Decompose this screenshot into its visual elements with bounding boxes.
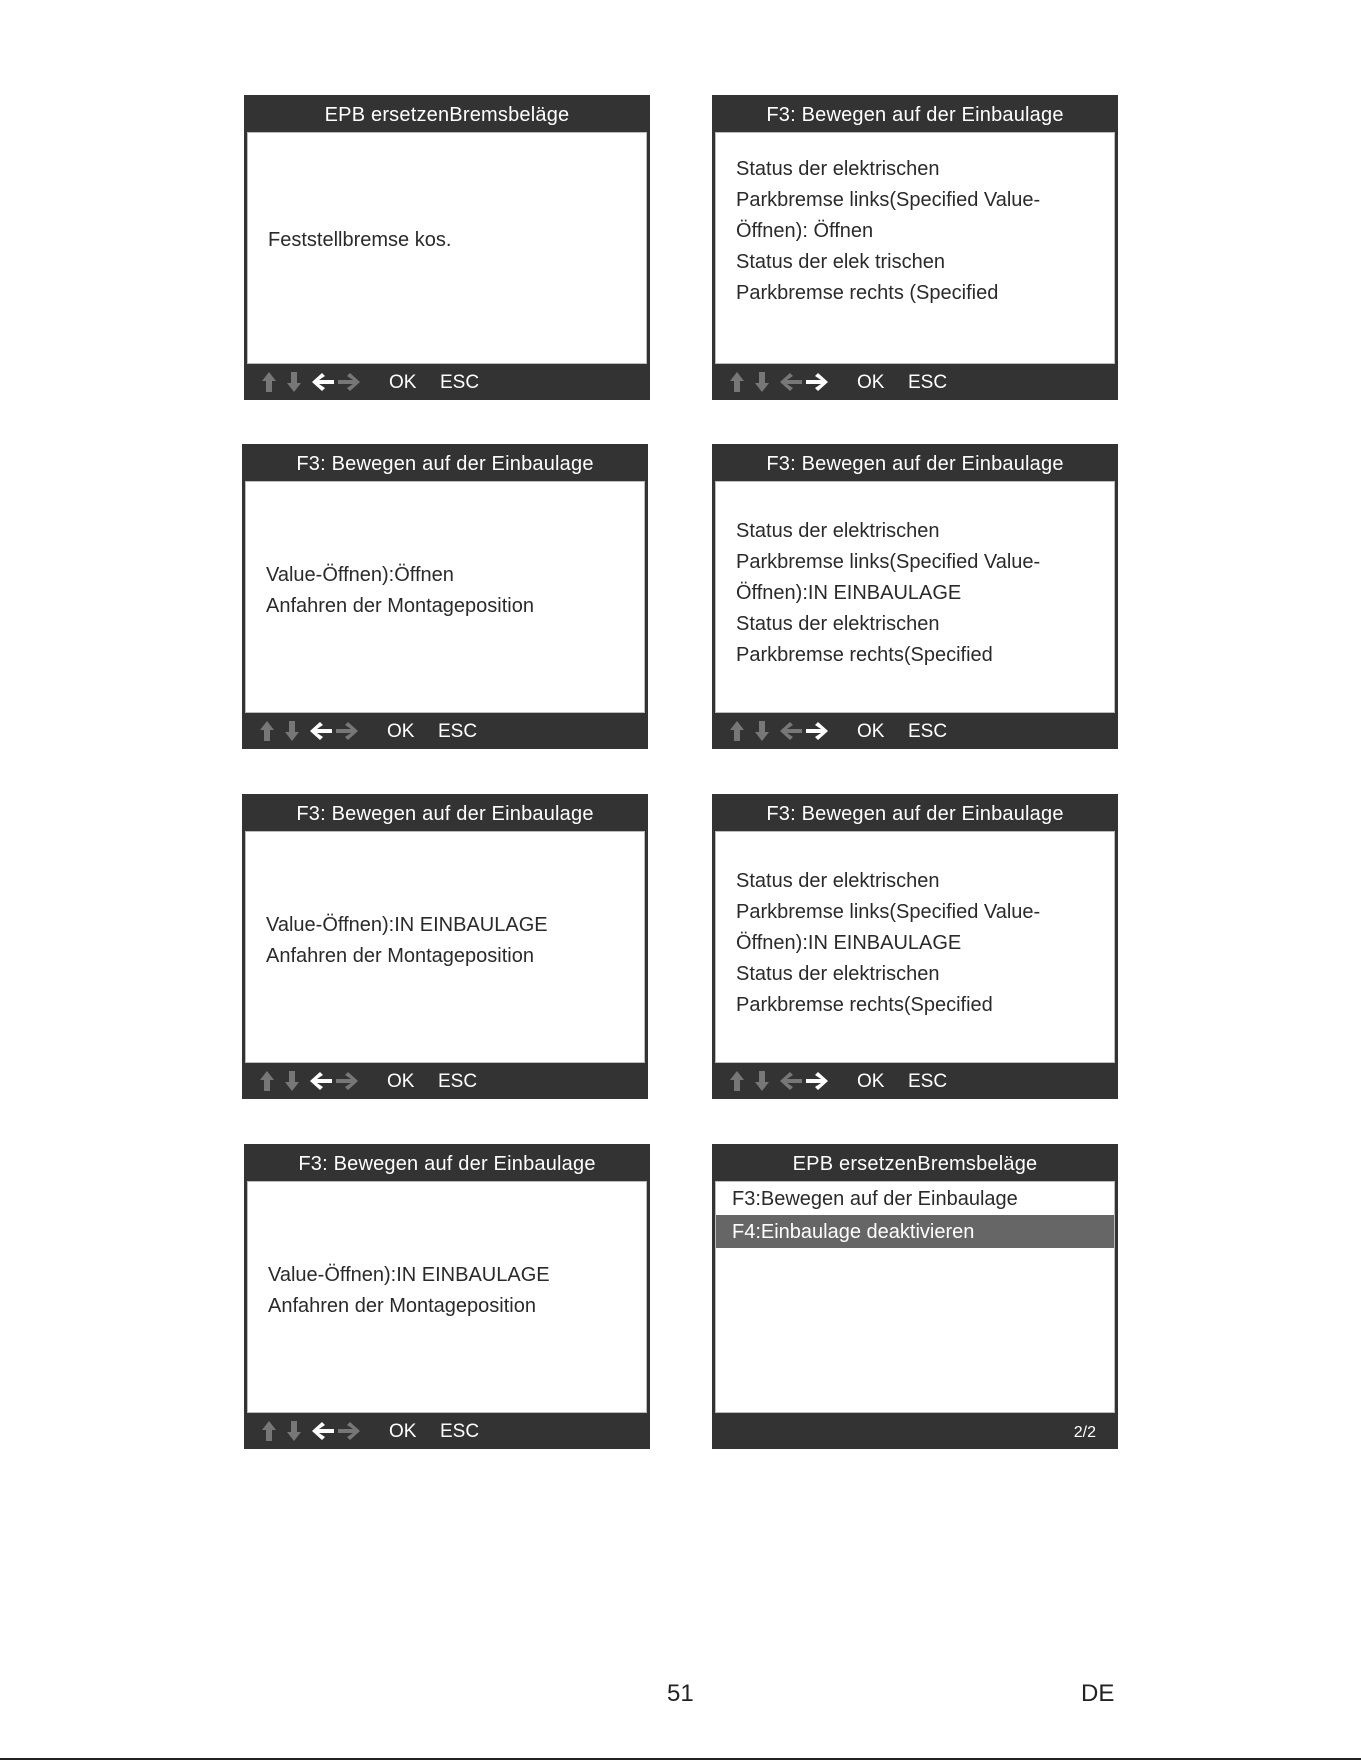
text-line: Öffnen):IN EINBAULAGE (736, 582, 962, 604)
text-line: Status der elektrischen (736, 963, 940, 985)
screen-content (715, 481, 1115, 713)
screen-content (247, 132, 647, 364)
page-indicator: 2/2 (1073, 1424, 1096, 1441)
screen-footer (242, 713, 648, 749)
message-text (268, 1260, 638, 1322)
text-line: Parkbremse links(Specified Value- (736, 551, 1041, 573)
page-number: 51 (667, 1680, 694, 1707)
arrow-up-icon[interactable] (260, 721, 274, 741)
arrow-right-icon[interactable] (806, 1072, 828, 1090)
arrow-left-icon[interactable] (780, 1072, 802, 1090)
text-line: Value-Öffnen):IN EINBAULAGE (268, 1264, 550, 1286)
ok-button[interactable]: OK (387, 721, 415, 742)
screen-content (715, 831, 1115, 1063)
screen-title: EPB ersetzenBremsbeläge (792, 1153, 1038, 1175)
screen-content (245, 481, 645, 713)
arrow-down-icon[interactable] (755, 372, 769, 392)
screen-title: F3: Bewegen auf der Einbaulage (296, 453, 594, 475)
arrow-right-icon[interactable] (336, 722, 358, 740)
message-text (736, 866, 1106, 1021)
screen-content (247, 1181, 647, 1413)
arrow-right-icon[interactable] (338, 1422, 360, 1440)
nav-arrows (260, 370, 360, 394)
arrow-right-icon[interactable] (336, 1072, 358, 1090)
screen-title: F3: Bewegen auf der Einbaulage (766, 453, 1064, 475)
arrow-down-icon[interactable] (755, 721, 769, 741)
arrow-right-icon[interactable] (338, 373, 360, 391)
esc-button[interactable]: ESC (908, 372, 948, 393)
text-line: Anfahren der Montageposition (266, 945, 534, 967)
arrow-down-icon[interactable] (287, 1421, 301, 1441)
ok-button[interactable]: OK (389, 372, 417, 393)
ok-button[interactable]: OK (857, 721, 885, 742)
text-line: Value-Öffnen):Öffnen (266, 564, 454, 586)
nav-arrows (728, 719, 828, 743)
screen-footer (712, 713, 1118, 749)
screen-7 (244, 1144, 650, 1449)
message-text (266, 910, 636, 972)
text-line: Status der elektrischen (736, 158, 940, 180)
ok-button[interactable]: OK (857, 372, 885, 393)
screen-2 (712, 95, 1118, 400)
menu-list (715, 1181, 1115, 1413)
esc-button[interactable]: ESC (440, 1421, 480, 1442)
nav-arrows (728, 370, 828, 394)
screen-footer (242, 1063, 648, 1099)
esc-button[interactable]: ESC (908, 1071, 948, 1092)
text-line: Status der elek trischen (736, 251, 945, 273)
screen-footer (712, 1063, 1118, 1099)
arrow-down-icon[interactable] (285, 721, 299, 741)
screen-8 (712, 1144, 1118, 1449)
screen-5 (242, 794, 648, 1099)
message-text (266, 560, 636, 622)
arrow-left-icon[interactable] (312, 373, 334, 391)
text-line: Öffnen): Öffnen (736, 220, 874, 242)
message-text (736, 516, 1106, 671)
esc-button[interactable]: ESC (438, 1071, 478, 1092)
text-line: Feststellbremse kos. (268, 229, 452, 251)
screen-footer (712, 1413, 1118, 1449)
text-line: Parkbremse rechts (Specified (736, 282, 999, 304)
screen-title: F3: Bewegen auf der Einbaulage (298, 1153, 596, 1175)
arrow-down-icon[interactable] (285, 1071, 299, 1091)
text-line: Parkbremse rechts(Specified (736, 994, 993, 1016)
arrow-left-icon[interactable] (780, 722, 802, 740)
text-line: Anfahren der Montageposition (268, 1295, 536, 1317)
arrow-left-icon[interactable] (310, 1072, 332, 1090)
screen-content (245, 831, 645, 1063)
text-line: Parkbremse links(Specified Value- (736, 189, 1041, 211)
esc-button[interactable]: ESC (438, 721, 478, 742)
esc-button[interactable]: ESC (440, 372, 480, 393)
menu-item-einbaulage-deaktivieren[interactable]: F4:Einbaulage deaktivieren (716, 1215, 1114, 1248)
screen-title: F3: Bewegen auf der Einbaulage (766, 803, 1064, 825)
screen-footer (712, 364, 1118, 400)
arrow-left-icon[interactable] (312, 1422, 334, 1440)
nav-arrows (260, 1419, 360, 1443)
screen-footer (244, 1413, 650, 1449)
text-line: Status der elektrischen (736, 870, 940, 892)
arrow-down-icon[interactable] (287, 372, 301, 392)
ok-button[interactable]: OK (389, 1421, 417, 1442)
language-code: DE (1081, 1680, 1115, 1707)
arrow-left-icon[interactable] (310, 722, 332, 740)
screen-footer (244, 364, 650, 400)
ok-button[interactable]: OK (387, 1071, 415, 1092)
message-text (268, 225, 638, 256)
text-line: Anfahren der Montageposition (266, 595, 534, 617)
text-line: Value-Öffnen):IN EINBAULAGE (266, 914, 548, 936)
screen-title: F3: Bewegen auf der Einbaulage (296, 803, 594, 825)
text-line: Status der elektrischen (736, 520, 940, 542)
arrow-up-icon[interactable] (260, 1071, 274, 1091)
arrow-up-icon[interactable] (730, 372, 744, 392)
text-line: Öffnen):IN EINBAULAGE (736, 932, 962, 954)
screen-1 (244, 95, 650, 400)
screen-content (715, 132, 1115, 364)
arrow-down-icon[interactable] (755, 1071, 769, 1091)
ok-button[interactable]: OK (857, 1071, 885, 1092)
arrow-up-icon[interactable] (730, 721, 744, 741)
nav-arrows (258, 719, 358, 743)
text-line: Status der elektrischen (736, 613, 940, 635)
arrow-right-icon[interactable] (806, 722, 828, 740)
esc-button[interactable]: ESC (908, 721, 948, 742)
arrow-up-icon[interactable] (262, 1421, 276, 1441)
arrow-up-icon[interactable] (262, 372, 276, 392)
text-line: Parkbremse links(Specified Value- (736, 901, 1041, 923)
page-divider (0, 1758, 1361, 1760)
screen-title: F3: Bewegen auf der Einbaulage (766, 104, 1064, 126)
screen-title: EPB ersetzenBremsbeläge (324, 104, 570, 126)
nav-arrows (728, 1069, 828, 1093)
message-text (736, 154, 1106, 309)
screen-4 (712, 444, 1118, 749)
arrow-right-icon[interactable] (806, 373, 828, 391)
arrow-up-icon[interactable] (730, 1071, 744, 1091)
screen-6 (712, 794, 1118, 1099)
menu-item-bewegen-einbaulage[interactable]: F3:Bewegen auf der Einbaulage (732, 1188, 1018, 1210)
nav-arrows (258, 1069, 358, 1093)
text-line: Parkbremse rechts(Specified (736, 644, 993, 666)
screen-3 (242, 444, 648, 749)
arrow-left-icon[interactable] (780, 373, 802, 391)
